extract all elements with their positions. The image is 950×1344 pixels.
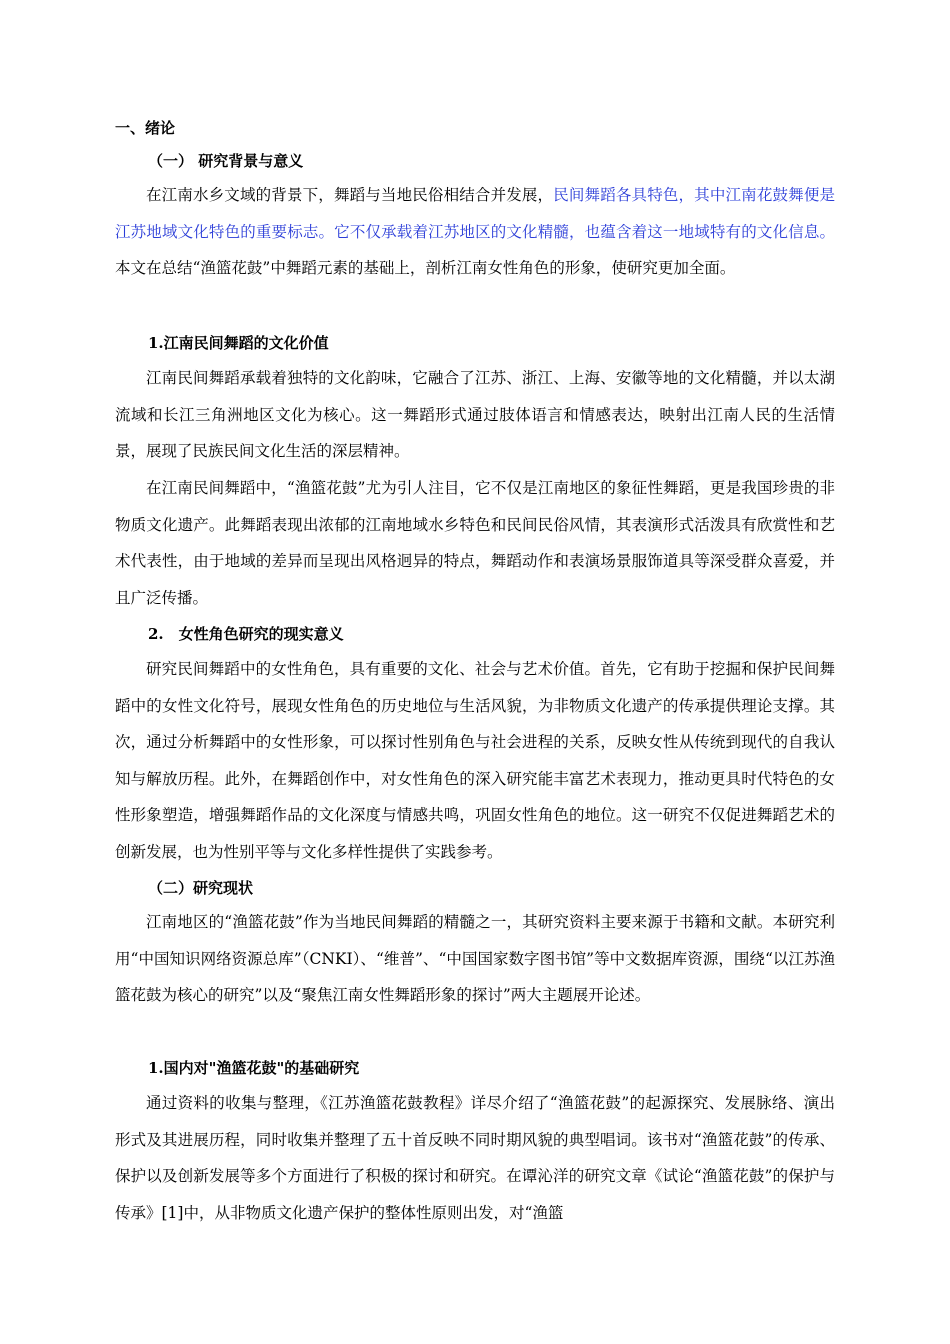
paragraph-cultural-value: 江南民间舞蹈承载着独特的文化韵味，它融合了江苏、浙江、上海、安徽等地的文化精髓，并以太湖流域和长江三角洲地区文化为核心。这一舞蹈形式通过肢体语言和情感表达，映射出江南人民的生活情景，展现了民族民间文化生活的深层精神。 xyxy=(115,369,835,461)
paragraph-text: 在江南水乡文域的背景下，舞蹈与当地民俗相结合并发展， xyxy=(146,186,554,204)
highlighted-text: 民间舞蹈各具特色，其中江南花鼓舞便是江苏地域文化特色的重要标志。它不仅承载着江苏地区的文化精髓，也蕴含着这一地域特有的文化信息。 xyxy=(115,186,835,241)
heading-domestic-research: 1.国内对"渔篮花鼓"的基础研究 xyxy=(148,1059,360,1077)
subsection-heading-background: （一） 研究背景与意义 xyxy=(148,152,304,170)
paragraph-text: 本文在总结“渔篮花鼓”中舞蹈元素的基础上，剖析江南女性角色的形象，使研究更加全面。 xyxy=(115,259,736,278)
paragraph-female-role: 研究民间舞蹈中的女性角色，具有重要的文化、社会与艺术价值。首先，它有助于挖掘和保护民间舞蹈中的女性文化符号，展现女性角色的历史地位与生活风貌，为非物质文化遗产的传承提供理论支撑。其次，通过分析舞蹈中的女性形象，可以探讨性别角色与社会进程的关系，反映女性从传统到现代的自我认知与解放历程。此外，在舞蹈创作中，对女性角色的深入研究能丰富艺术表现力，推动更具时代特色的女性形象塑造，增强舞蹈作品的文化深度与情感共鸣，巩固女性角色的地位。这一研究不仅促进舞蹈艺术的创新发展，也为性别平等与文化多样性提供了实践参考。 xyxy=(115,660,835,861)
heading-female-role: 2. 女性角色研究的现实意义 xyxy=(148,625,344,643)
paragraph-domestic-research: 通过资料的收集与整理，《江苏渔篮花鼓教程》详尽介绍了“渔篮花鼓”的起源探究、发展脉络、演出形式及其进展历程，同时收集并整理了五十首反映不同时期风貌的典型唱词。该书对“渔篮花鼓”的传承、保护以及创新发展等多个方面进行了积极的探讨和研究。在谭沁洋的研究文章《试论“渔篮花鼓”的保护与传承》[1]中，从非物质文化遗产保护的整体性原则出发，对“渔篮 xyxy=(115,1094,835,1222)
paragraph-yulan-huagu: 在江南民间舞蹈中，“渔篮花鼓”尤为引人注目，它不仅是江南地区的象征性舞蹈，更是我国珍贵的非物质文化遗产。此舞蹈表现出浓郁的江南地域水乡特色和民间民俗风情，其表演形式活泼具有欣赏性和艺术代表性，由于地域的差异而呈现出风格迥异的特点，舞蹈动作和表演场景服饰道具等深受群众喜爱，并且广泛传播。 xyxy=(115,479,835,607)
paragraph-background xyxy=(115,177,835,287)
heading-cultural-value: 1.江南民间舞蹈的文化价值 xyxy=(148,334,329,352)
section-heading-introduction: 一、绪论 xyxy=(115,119,176,137)
subsection-heading-status: （二）研究现状 xyxy=(148,879,254,897)
paragraph-research-status: 江南地区的“渔篮花鼓”作为当地民间舞蹈的精髓之一，其研究资料主要来源于书籍和文献。本研究利用“中国知识网络资源总库”（CNKI）、“维普”、“中国国家数字图书馆”等中文数据库资源，围绕“以江苏渔篮花鼓为核心的研究”以及“聚焦江南女性舞蹈形象的探讨”两大主题展开论述。 xyxy=(115,913,835,1005)
